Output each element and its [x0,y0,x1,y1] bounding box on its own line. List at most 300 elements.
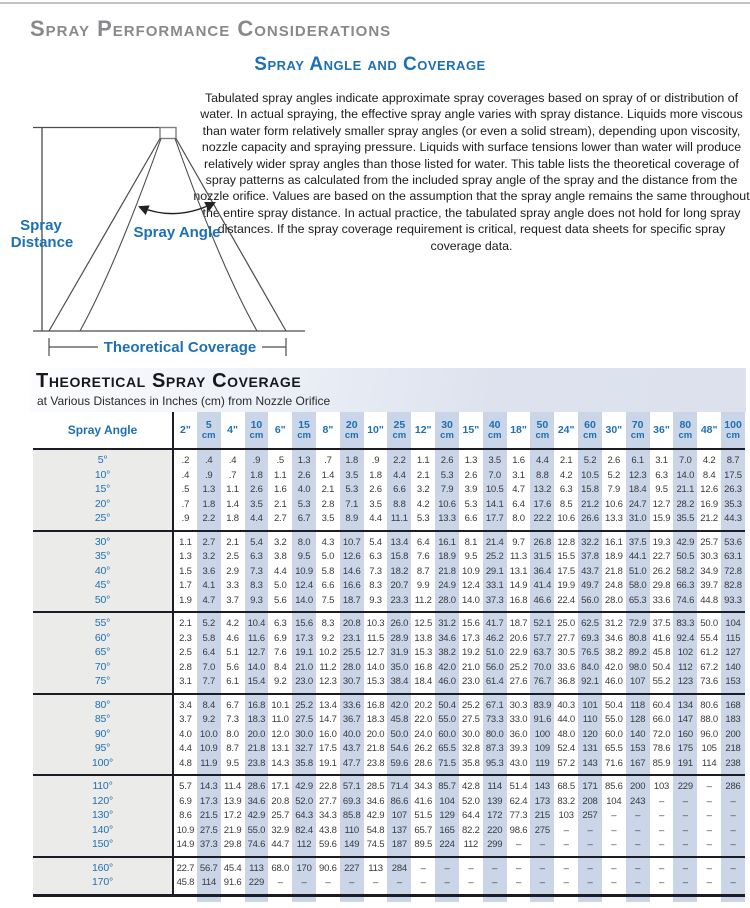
coverage-value: – [706,839,712,850]
coverage-value: 11.5 [367,632,385,644]
coverage-value: 1.8 [369,469,382,481]
coverage-value: 59.6 [387,756,411,775]
coverage-value: 284 [387,857,411,876]
coverage-value: 4.2 [702,455,716,466]
table-row-75deg [33,675,745,694]
coverage-value: 5.0 [273,580,287,591]
coverage-value: 25.2 [509,661,528,673]
coverage-value: 31.5 [530,550,554,565]
spray-angle-value: 110° [33,775,173,794]
coverage-value: 110 [340,823,364,838]
coverage-value: 15.8 [387,550,411,565]
coverage-value: 43.8 [319,824,337,836]
coverage-value: 34.3 [319,810,337,821]
coverage-value: 14.7 [319,714,337,725]
table-row-120deg [33,794,745,809]
coverage-value: – [420,877,426,888]
coverage-value: 34.3 [414,781,433,792]
column-header-50cm: 50 cm [530,412,554,449]
coverage-value: 24.9 [435,579,459,594]
row-group-1 [33,449,745,531]
coverage-value: 4.4 [369,513,382,524]
column-header-100cm: 100 cm [721,412,745,449]
coverage-value: – [626,876,650,896]
coverage-value: 7.3 [226,714,239,725]
coverage-value: 36.7 [340,713,364,728]
coverage-value: 39.7 [700,580,718,591]
coverage-value: 9.5 [292,550,316,565]
coverage-value: .7 [324,455,332,466]
column-header-80cm: 80 cm [673,412,697,449]
coverage-value: 54.8 [366,824,385,836]
coverage-value: 16.1 [435,531,459,550]
coverage-value: 33.1 [483,579,507,594]
coverage-value: 3.5 [245,497,269,512]
coverage-value: 238 [721,756,745,775]
coverage-value: .2 [181,455,190,466]
coverage-value: 84.0 [578,660,602,675]
coverage-value: 170 [292,857,316,876]
coverage-value: 42.9 [366,810,385,821]
coverage-value: 8.0 [512,513,525,524]
coverage-value: 15.8 [578,483,602,498]
coverage-value: 66.3 [673,579,697,594]
coverage-value: 16.1 [604,536,623,548]
spray-angle-value: 20° [33,497,173,512]
coverage-value: 27.6 [509,676,528,687]
coverage-value: 9.5 [464,551,478,562]
coverage-value: 1.1 [226,484,239,495]
coverage-value: 32.2 [578,531,602,550]
coverage-value: 20.0 [245,727,269,742]
coverage-value: 6.3 [245,550,269,565]
coverage-value: 64.4 [462,810,480,821]
coverage-value: 2.6 [435,449,459,468]
coverage-value: – [673,794,697,809]
coverage-value: 80.6 [700,699,718,711]
page-top-rule [0,2,750,4]
coverage-value: 5.3 [464,498,478,510]
coverage-value: 3.7 [226,594,239,606]
coverage-value: 22.4 [557,594,576,606]
coverage-value: 15.6 [292,612,316,631]
coverage-value: 90.6 [319,862,337,874]
coverage-value: 6.9 [179,795,192,807]
coverage-value: 58.0 [626,579,650,594]
coverage-value: 12.3 [626,468,650,483]
coverage-value: 4.4 [273,565,287,577]
spray-angle-value: 45° [33,579,173,594]
coverage-value: 8.9 [340,512,364,531]
coverage-value: 30.0 [292,727,316,742]
coverage-value: 25.0 [557,618,576,629]
coverage-value: .9 [181,513,190,524]
coverage-value: 57.2 [557,757,576,769]
coverage-value: 3.5 [340,468,364,483]
coverage-value: 16.8 [245,694,269,713]
coverage-value: 120 [578,727,602,742]
coverage-value: 33.6 [340,694,364,713]
coverage-value: 114 [197,876,221,896]
coverage-value: 40.3 [557,699,576,711]
coverage-value: 92.4 [673,631,697,646]
coverage-value: 27.5 [197,823,221,838]
coverage-value: 33.0 [509,714,528,725]
coverage-value: 1.9 [179,594,192,606]
coverage-value: 18.7 [340,593,364,612]
coverage-value: 46.0 [435,675,459,694]
coverage-value: 42.0 [435,660,459,675]
coverage-value: 49.7 [578,579,602,594]
coverage-value: 8.1 [464,536,478,548]
coverage-value: 50.4 [435,694,459,713]
coverage-value: – [673,823,697,838]
spray-angle-value: 10° [33,468,173,483]
coverage-value: 23.8 [245,756,269,775]
coverage-value: 21.5 [197,809,221,824]
coverage-value: 46.2 [483,631,507,646]
coverage-value: 60.0 [604,728,623,740]
coverage-value: 76.5 [578,646,602,661]
coverage-value: 112 [463,839,479,850]
coverage-value: 2.7 [197,531,221,550]
coverage-value: 2.5 [226,551,239,562]
coverage-value: 28.0 [435,593,459,612]
coverage-value: 12.7 [652,498,671,510]
coverage-value: – [673,838,697,857]
coverage-value: 60.4 [652,699,671,711]
coverage-value: 171 [578,775,602,794]
coverage-value: 89.2 [626,646,650,661]
table-row-160deg [33,857,745,876]
spray-angle-value: 70° [33,660,173,675]
table-row-85deg [33,713,745,728]
table-row-15deg [33,483,745,498]
coverage-value: 175 [673,742,697,757]
coverage-value: 71.6 [604,757,623,769]
coverage-value: 1.3 [179,551,192,562]
coverage-value: – [706,862,712,874]
coverage-value: 17.6 [530,497,554,512]
coverage-value: 82.4 [292,823,316,838]
coverage-value: 43.7 [340,742,364,757]
coverage-value: 8.4 [197,694,221,713]
coverage-value: 72.0 [652,728,671,740]
coverage-value: 8.7 [721,449,745,468]
coverage-value: 137 [387,823,411,838]
coverage-value: .4 [197,449,221,468]
coverage-value: 17.2 [223,810,242,821]
coverage-value: – [611,810,617,821]
coverage-value: 42.0 [387,694,411,713]
coverage-value: 14.9 [509,580,528,591]
spray-angle-value: 35° [33,550,173,565]
coverage-value: 103 [653,781,670,792]
coverage-value: 44.1 [626,550,650,565]
coverage-value: 16.8 [414,661,433,673]
coverage-value: 42.9 [292,775,316,794]
spray-angle-label: Spray Angle [133,224,221,241]
coverage-value: 63.1 [721,550,745,565]
coverage-value: 52.1 [530,612,554,631]
coverage-value: 1.8 [340,449,364,468]
coverage-value: 7.0 [197,660,221,675]
coverage-value: 200 [721,727,745,742]
coverage-value: 16.8 [509,594,528,606]
coverage-value: 18.4 [414,676,433,687]
coverage-value: 45.4 [223,862,242,874]
coverage-value: 38.2 [435,646,459,661]
coverage-value: 74.5 [366,839,385,850]
coverage-value: – [721,838,745,857]
coverage-value: 6.6 [321,580,335,591]
coverage-value: – [563,839,569,850]
coverage-value: 69.3 [578,631,602,646]
coverage-value: 1.1 [416,455,430,466]
coverage-value: 80.0 [483,727,507,742]
coverage-value: 69.3 [340,794,364,809]
coverage-value: 5.8 [197,631,221,646]
coverage-value: 4.7 [512,484,525,495]
coverage-value: 4.3 [321,536,335,548]
coverage-value: 5.1 [226,647,239,658]
coverage-value: 100 [530,727,554,742]
coverage-value: 103 [558,810,574,821]
coverage-value: 37.5 [626,531,650,550]
coverage-value: 10.6 [604,498,623,510]
coverage-value: 50.4 [604,699,623,711]
coverage-value: 3.5 [483,449,507,468]
coverage-value: 128 [626,713,650,728]
coverage-value: 14.3 [271,757,290,769]
coverage-value: 59.6 [319,839,337,850]
coverage-value: 7.0 [673,449,697,468]
spray-angle-value: 120° [33,794,173,809]
coverage-value: 71.5 [435,756,459,775]
coverage-value: – [611,862,617,874]
spray-angle-diagram [10,100,322,376]
spray-angle-value: 160° [33,857,173,876]
coverage-value: 1.4 [226,498,239,510]
coverage-value: 5.2 [197,612,221,631]
coverage-value: 2.7 [273,513,287,524]
coverage-value: 31.0 [626,512,650,531]
coverage-value: 55.2 [652,676,671,687]
column-header-8in: 8" [322,424,334,436]
row-group-5 [33,775,745,857]
coverage-value: 12.6 [700,484,718,495]
coverage-value: 17.3 [462,632,480,644]
coverage-value: 18.9 [435,550,459,565]
coverage-value: 85.8 [340,809,364,824]
coverage-value: 18.3 [245,713,269,728]
coverage-value: 60.0 [435,727,459,742]
spray-angle-value: 65° [33,646,173,661]
coverage-value: 51.0 [626,564,650,579]
coverage-value: .9 [371,455,380,466]
coverage-value: 28.0 [604,594,623,606]
spray-angle-value: 75° [33,675,173,694]
coverage-value: 114 [483,775,507,794]
coverage-value: – [673,809,697,824]
coverage-value: 4.1 [197,579,221,594]
coverage-value: 218 [721,742,745,757]
coverage-value: 112 [292,838,316,857]
coverage-value: 98.6 [509,824,528,836]
table-row-20deg [33,497,745,512]
column-header-2in: 2" [180,424,191,436]
table-row-45deg [33,579,745,594]
coverage-value: .7 [181,498,190,510]
coverage-value: – [277,877,283,888]
coverage-value: 41.4 [530,579,554,594]
spray-distance-label-line1: Spray [20,217,62,234]
coverage-value: 3.5 [321,513,335,524]
coverage-value: 1.7 [179,580,192,591]
coverage-value: 61.2 [700,647,718,658]
coverage-value: 19.1 [319,757,337,769]
column-header-40cm: 40 cm [483,412,507,449]
coverage-value: 110 [578,713,602,728]
coverage-value: 12.7 [245,646,269,661]
coverage-value: 104 [606,795,622,807]
column-header-24in: 24" [557,424,575,436]
coverage-value: 13.8 [414,632,433,644]
coverage-value: 2.1 [321,484,335,495]
coverage-value: 12.0 [271,728,290,740]
coverage-value: 172 [483,809,507,824]
coverage-value: 86.6 [387,794,411,809]
coverage-value: 57.7 [530,631,554,646]
coverage-value: 8.3 [321,618,335,629]
coverage-value: 9.3 [245,593,269,612]
coverage-value: 173 [530,794,554,809]
coverage-value: 85.7 [435,775,459,794]
coverage-value: 22.2 [530,512,554,531]
coverage-value: 91.6 [223,877,242,888]
coverage-value: 7.9 [607,484,621,495]
column-header-10cm: 10 cm [245,412,269,449]
coverage-value: 208 [578,794,602,809]
coverage-value: 2.6 [464,469,478,481]
column-header-6in: 6" [274,424,286,436]
coverage-value: 10.6 [435,497,459,512]
coverage-value: 92.1 [578,675,602,694]
table-row-35deg [33,550,745,565]
column-header-25cm: 25 cm [387,412,411,449]
coverage-value: 1.8 [197,497,221,512]
coverage-value: 8.4 [273,661,287,673]
coverage-value: 10.7 [340,531,364,550]
spray-angle-value: 140° [33,823,173,838]
column-header-48in: 48" [700,424,718,436]
coverage-value: 16.6 [340,579,364,594]
coverage-value: 33.6 [557,661,576,673]
spray-angle-value: 40° [33,564,173,579]
coverage-value: 50.4 [652,661,671,673]
coverage-value: 51.4 [509,781,528,792]
coverage-value: 21.2 [578,497,602,512]
coverage-value: 12.5 [414,618,433,629]
coverage-value: 143 [530,775,554,794]
coverage-value: 227 [340,857,364,876]
coverage-value: 2.1 [416,469,430,481]
coverage-value: 123 [673,675,697,694]
coverage-value: 1.3 [197,483,221,498]
coverage-value: .4 [228,455,237,466]
coverage-value: 50.5 [673,550,697,565]
coverage-value: 115 [721,631,745,646]
column-header-15cm: 15 cm [292,412,316,449]
coverage-value: 29.1 [483,564,507,579]
coverage-value: 35.5 [673,512,697,531]
table-row-60deg [33,631,745,646]
coverage-value: 1.1 [273,469,287,481]
coverage-value: 14.9 [176,839,195,850]
coverage-value: – [563,824,569,836]
coverage-value: 61.4 [483,675,507,694]
coverage-value: 18.4 [626,483,650,498]
coverage-value: 13.3 [435,512,459,531]
coverage-value: 2.1 [226,536,239,548]
coverage-value: 19.9 [557,580,576,591]
coverage-value: 65.7 [414,824,433,836]
coverage-value: 78.6 [652,743,671,754]
coverage-value: 10.5 [483,483,507,498]
coverage-value: 8.0 [226,728,239,740]
coverage-value: 22.7 [176,862,195,874]
coverage-value: 46.0 [604,676,623,687]
coverage-value: 3.9 [464,484,478,495]
coverage-value: 113 [368,862,383,874]
column-header-5cm: 5 cm [197,412,221,449]
coverage-value: 3.8 [273,551,287,562]
coverage-value: 15.9 [652,513,671,524]
coverage-value: 29.8 [652,580,671,591]
coverage-value: 14.0 [245,660,269,675]
coverage-value: 21.4 [483,531,507,550]
coverage-value: – [373,877,379,888]
coverage-value: 10.1 [271,699,290,711]
coverage-value: 153 [626,742,650,757]
spray-angle-value: 95° [33,742,173,757]
coverage-value: 13.1 [271,743,290,754]
spray-angle-column-header: Spray Angle [33,412,173,449]
coverage-value: 6.3 [559,484,573,495]
coverage-value: 26.8 [530,531,554,550]
coverage-value: 8.3 [245,579,269,594]
coverage-value: 21.8 [366,743,385,754]
coverage-value: 33.6 [652,594,671,606]
coverage-value: 7.9 [435,483,459,498]
spray-angle-value: 30° [33,531,173,550]
coverage-value: – [578,838,602,857]
coverage-value: 44.8 [700,594,718,606]
table-title-band [30,368,746,412]
coverage-value: 21.8 [604,565,623,577]
coverage-value: 8.5 [559,498,573,510]
coverage-value: 55.0 [604,714,623,725]
coverage-value: 6.4 [416,536,430,548]
coverage-value: 3.1 [655,455,668,466]
coverage-value: 10.2 [319,647,337,658]
coverage-value: 10.9 [176,824,195,836]
coverage-value: 28.9 [387,631,411,646]
spray-angle-value: 90° [33,727,173,742]
coverage-value: 6.4 [512,498,525,510]
coverage-value: 51.5 [414,810,433,821]
coverage-value: 34.6 [604,632,623,644]
